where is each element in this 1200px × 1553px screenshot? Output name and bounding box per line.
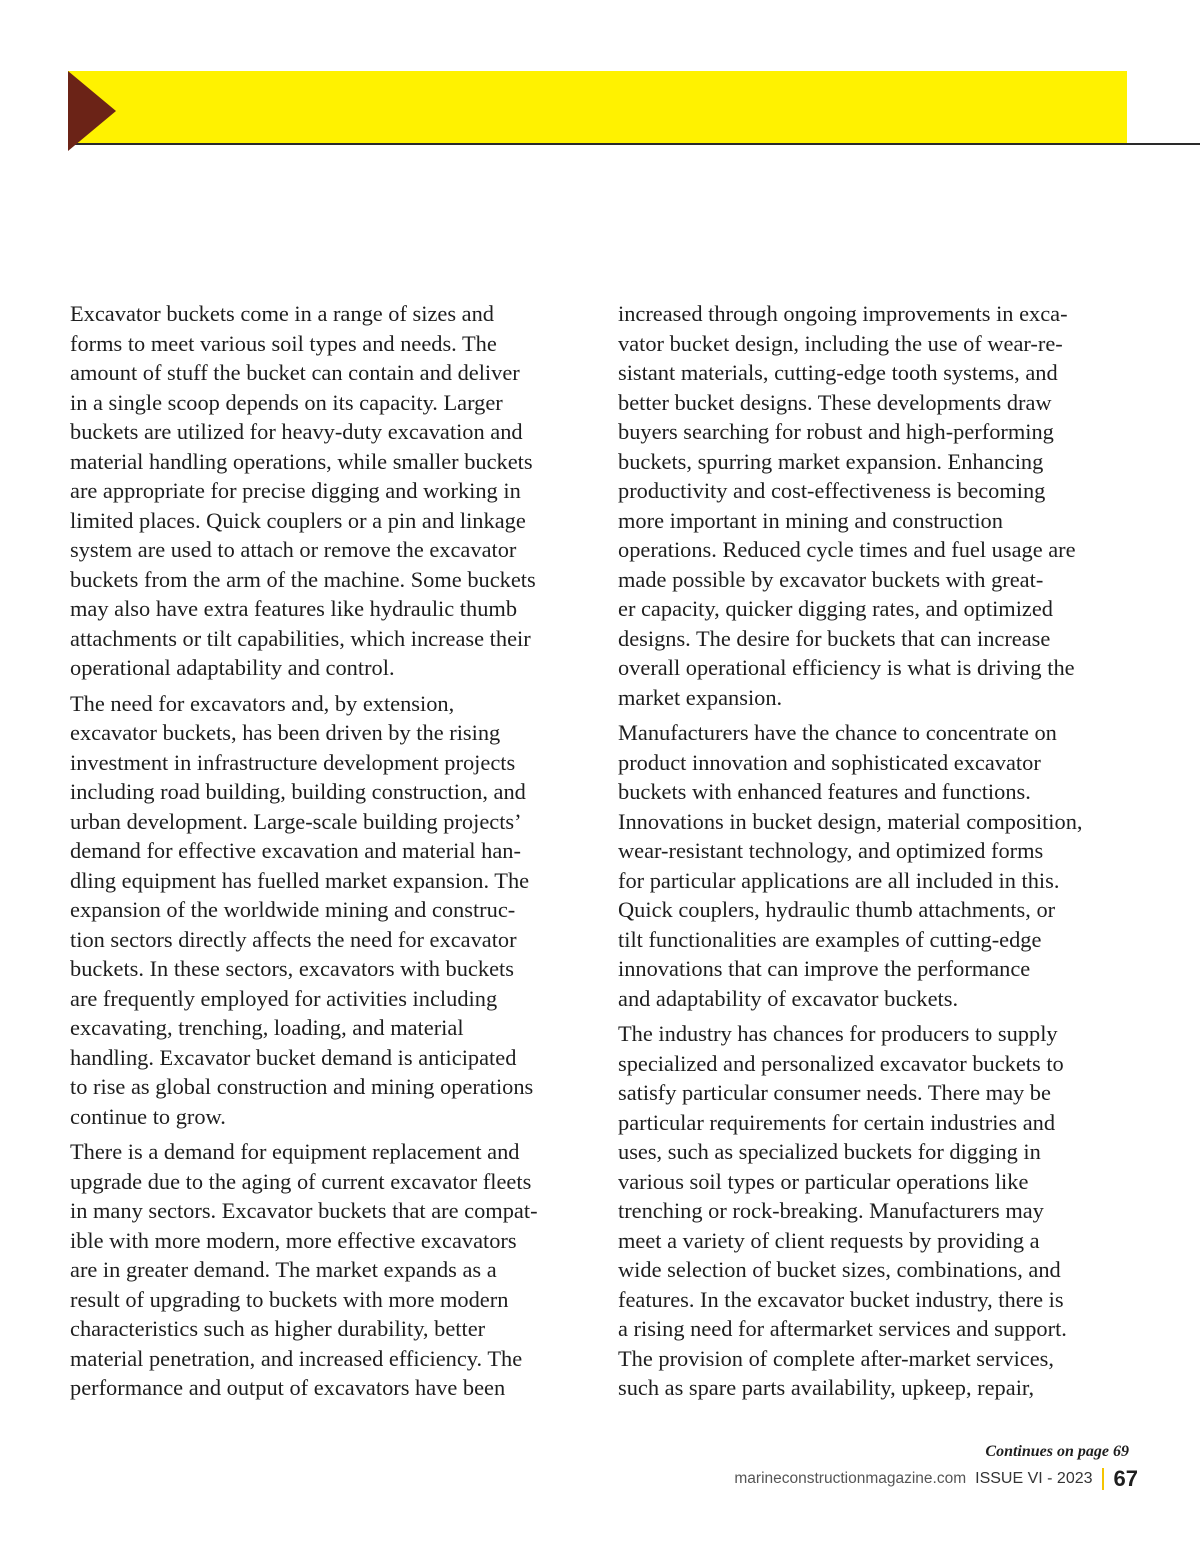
paragraph: increased through ongoing improvements in exca- vator bucket design, including the use of wear-re- sistant materials, cutting-edge tooth systems, and better bucket designs. These developments draw buyers searching for robust and high-performing buckets, spurring market expansion. Enhancing productivity and cost-effectiveness is becoming more important in mining and construction operations. Reduced cycle times and fuel usage are made possible by excavator buckets with great- er capacity, quicker digging rates, and optimized designs. The desire for buckets that can increase overall operational efficiency is what is driving the market expansion. <box>618 301 1076 710</box>
article-column-left <box>70 299 590 1409</box>
footer-site: marineconstructionmagazine.com <box>734 1470 967 1487</box>
paragraph: The need for excavators and, by extension, excavator buckets, has been driven by the rising investment in infrastructure development projects including road building, building construction, and urban development. Large-scale building projects’ demand for effective excavation and material han- dling equipment has fuelled market expansion. The expansion of the worldwide mining and construc- tion sectors directly affects the need for excavator buckets. In these sectors, excavators with buckets are frequently employed for activities including excavating, trenching, loading, and material handling. Excavator bucket demand is anticipated to rise as global construction and mining operations continue to grow. <box>70 690 534 1129</box>
page-number: 67 <box>1113 1466 1138 1491</box>
article-column-right <box>618 299 1143 1409</box>
paragraph: There is a demand for equipment replacement and upgrade due to the aging of current excavator fleets in many sectors. Excavator buckets that are compat- ible with more modern, more effective excavators are in greater demand. The market expands as a result of upgrading to buckets with more modern characteristics such as higher durability, better material penetration, and increased efficiency. The performance and output of excavators have been <box>70 1139 538 1400</box>
footer-issue: ISSUE VI - 2023 <box>975 1470 1093 1487</box>
footer-separator <box>1102 1468 1104 1490</box>
triangle-right-icon <box>68 71 116 151</box>
continues-note: Continues on page 69 <box>985 1443 1129 1460</box>
paragraph: The industry has chances for producers to supply specialized and personalized excavator buckets to satisfy particular consumer needs. There may be particular requirements for certain industries and uses, such as specialized buckets for digging in various soil types or particular operations like trenching or rock-breaking. Manufacturers may meet a variety of client requests by providing a wide selection of bucket sizes, combinations, and features. In the excavator bucket industry, there is a rising need for aftermarket services and support. The provision of complete after-market services, such as spare parts availability, upkeep, repair, <box>618 1021 1067 1400</box>
paragraph: Excavator buckets come in a range of sizes and forms to meet various soil types and needs. The amount of stuff the bucket can contain and deliver in a single scoop depends on its capacity. Larger buckets are utilized for heavy-duty excavation and material handling operations, while smaller buckets are appropriate for precise digging and working in limited places. Quick couplers or a pin and linkage system are used to attach or remove the excavator buckets from the arm of the machine. Some buckets may also have extra features like hydraulic thumb attachments or tilt capabilities, which increase their operational adaptability and control. <box>70 301 536 680</box>
header-rule <box>68 143 1200 145</box>
header-banner <box>68 71 1127 143</box>
paragraph: Manufacturers have the chance to concentrate on product innovation and sophisticated excavator buckets with enhanced features and functions. Innovations in bucket design, material composition, wear-resistant technology, and optimized forms for particular applications are all included in this. Quick couplers, hydraulic thumb attachments, or tilt functionalities are examples of cutting-edge innovations that can improve the performance and adaptability of excavator buckets. <box>618 720 1083 1011</box>
page-footer <box>734 1462 1138 1496</box>
